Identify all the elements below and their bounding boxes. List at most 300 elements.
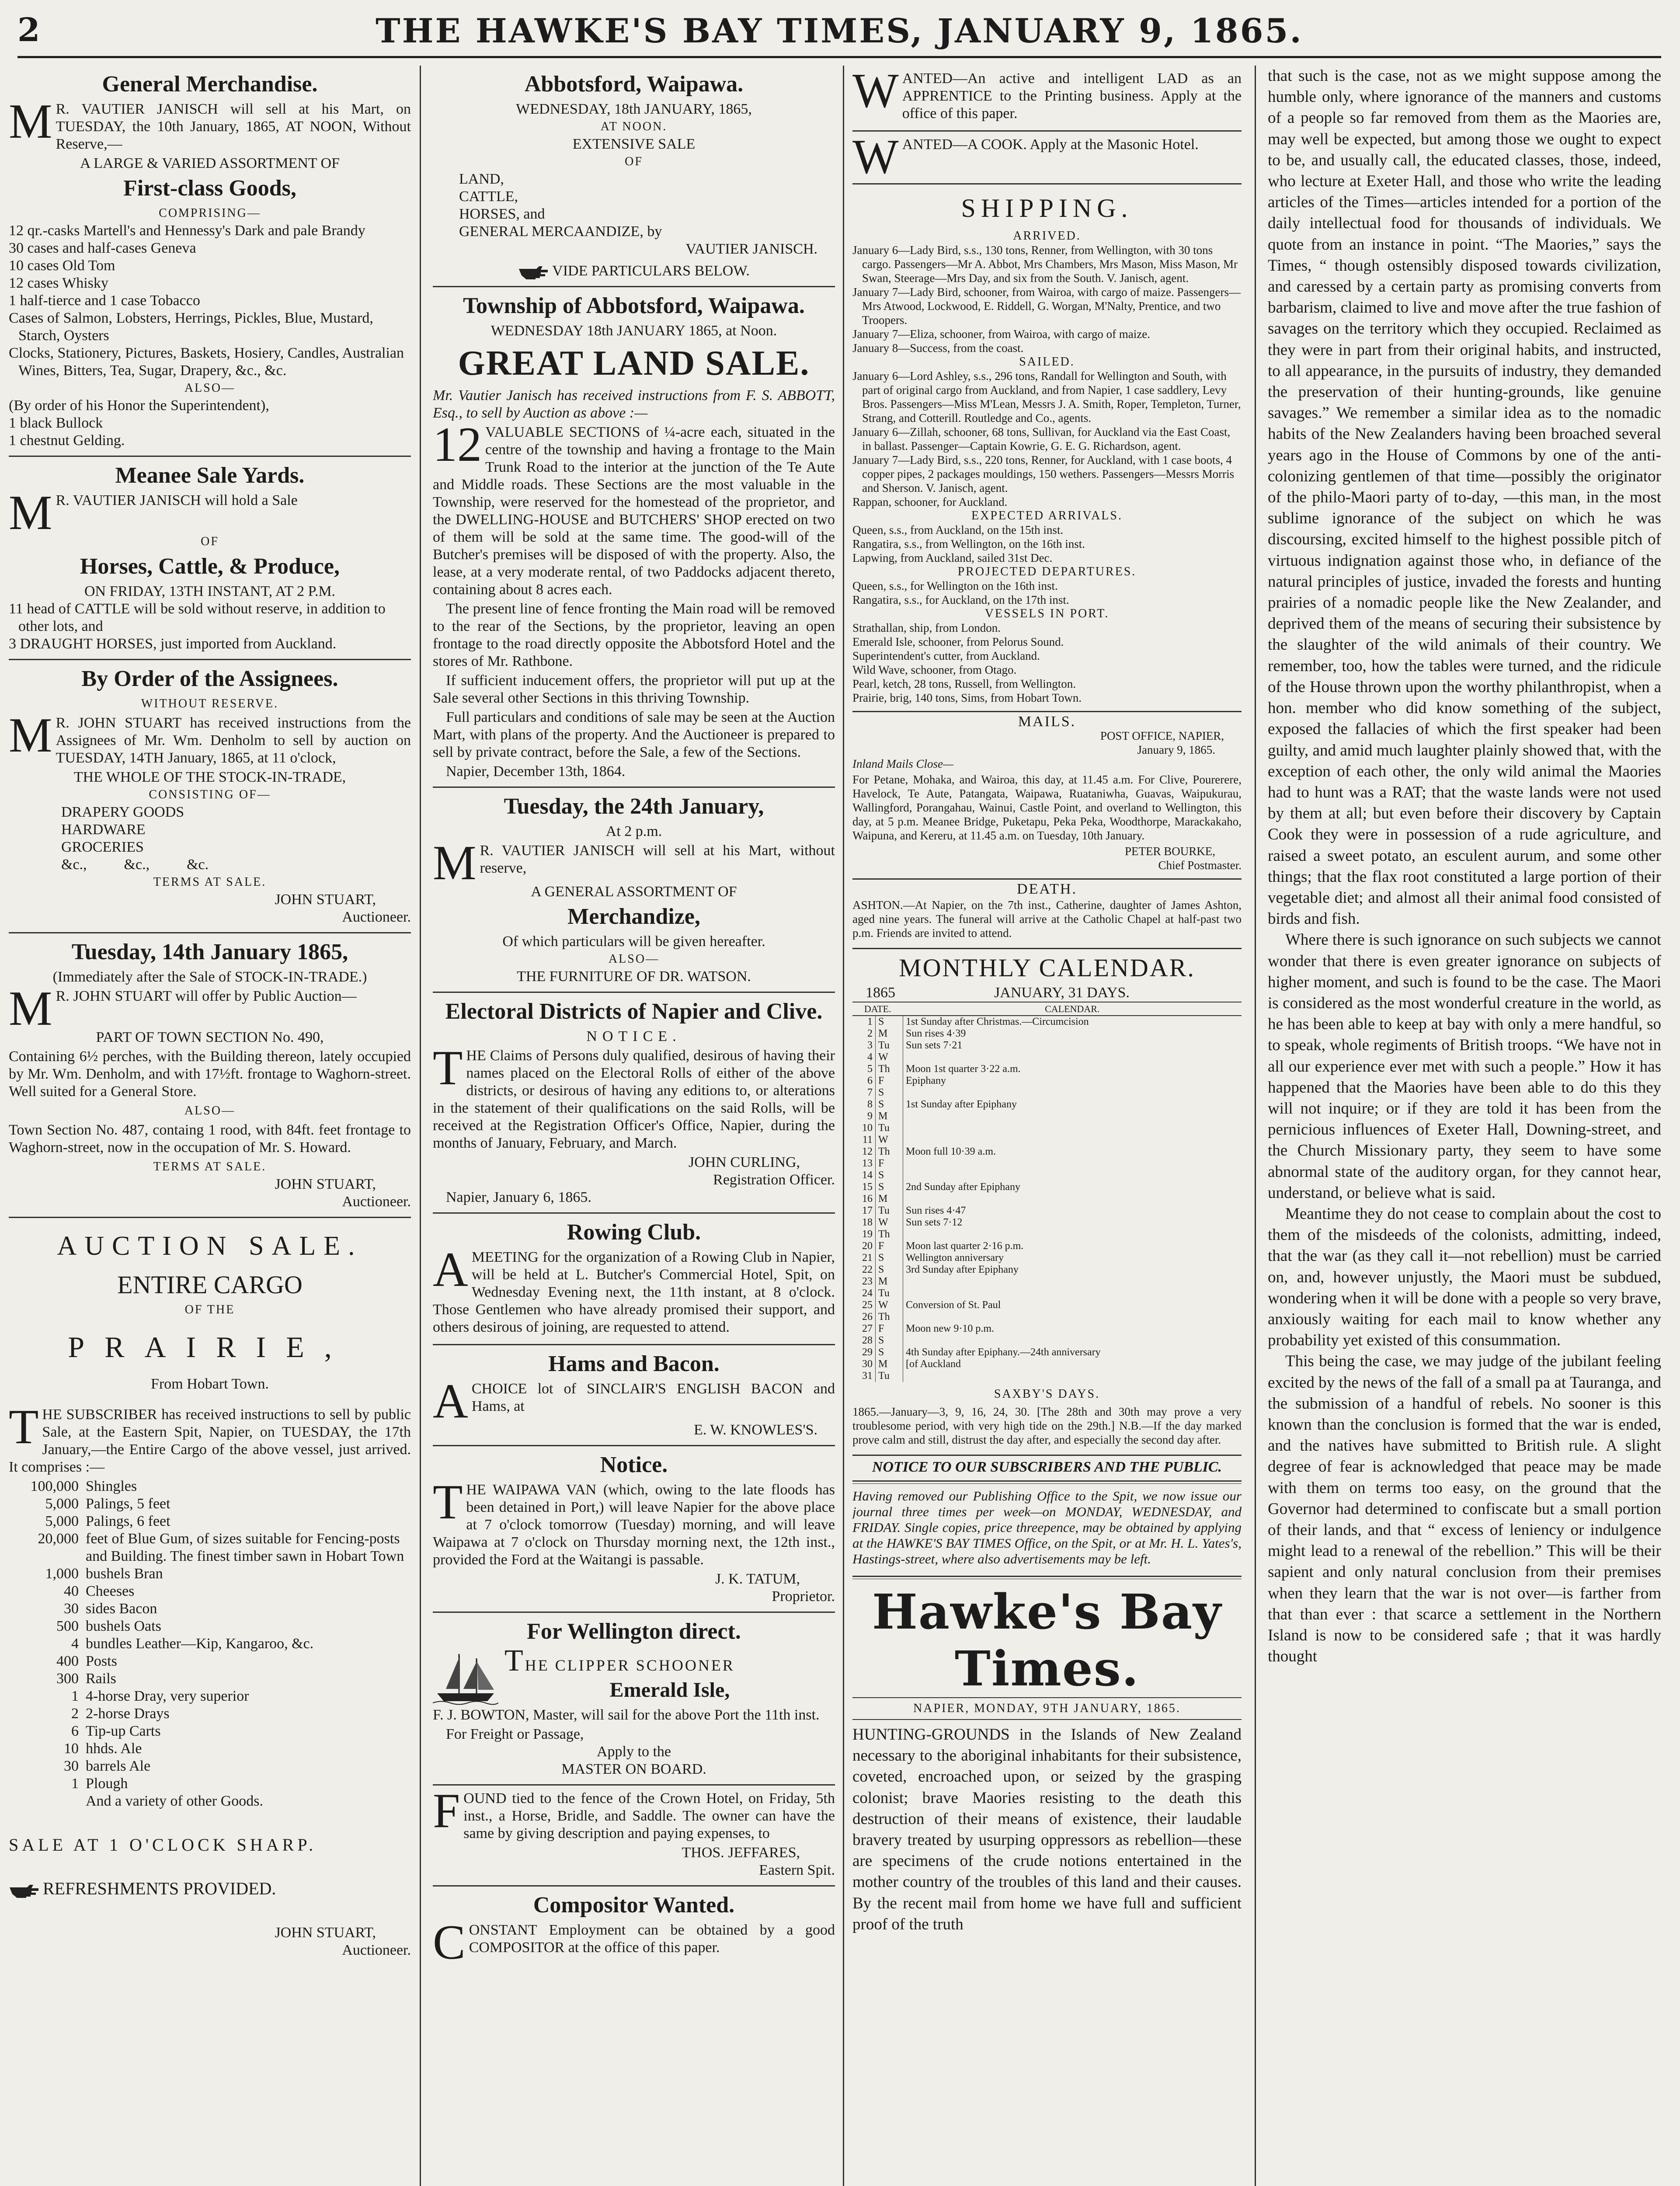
calendar-row: [852, 1217, 1242, 1229]
column-3: [852, 66, 1242, 2186]
calendar-event: Moon 1st quarter 3·22 a.m.: [906, 1063, 1021, 1075]
ad-text: ONSTANT Employment can be obtained by a good COMPOSITOR at the office of this paper.: [469, 1922, 835, 1956]
list-item: 10 cases Old Tom: [9, 258, 115, 274]
page-number: 2: [17, 11, 40, 49]
list-item: January 7—Lady Bird, schooner, from Wairoa, with cargo of maize. Passengers—Mrs Atwood, Lockwood, E. Riddell, G. Worgan, M'Nalty, Prentice, and two Troopers.: [852, 285, 1241, 327]
calendar-row: [852, 1063, 1242, 1075]
ad-line: POST OFFICE, NAPIER,: [1100, 729, 1224, 742]
calendar-day-number: 20: [852, 1240, 876, 1252]
ad-text: ANTED—An active and intelligent LAD as an APPRENTICE to the Printing business. Apply at the office of this paper.: [902, 70, 1242, 122]
list-item: January 7—Eliza, schooner, from Wairoa, with cargo of maize.: [852, 327, 1151, 341]
signer-role: Auctioneer.: [342, 909, 411, 925]
calendar-weekday: S: [876, 1087, 903, 1099]
calendar-day-number: 2: [852, 1028, 876, 1040]
ad-label: OF: [625, 155, 643, 168]
signer-role: Chief Postmaster.: [1158, 859, 1242, 872]
calendar-event: Sun sets 7·12: [906, 1217, 963, 1228]
calendar-event: 3rd Sunday after Epiphany: [906, 1264, 1019, 1275]
calendar-weekday: S: [876, 1170, 903, 1181]
calendar-event: [903, 1288, 1242, 1299]
signer-name: JOHN STUART,: [275, 1924, 376, 1941]
vide-line: [433, 262, 835, 280]
ad-text: Containing 6½ perches, with the Building thereon, lately occupied by Mr. Wm. Denholm, and with 17½ft. frontage to Waghorn-street. Well suited for a General Store.: [9, 1048, 411, 1100]
calendar-row: [852, 1240, 1242, 1252]
calendar-subheader: [852, 984, 1242, 1002]
ad-label: ALSO—: [184, 1104, 236, 1117]
calendar-row: [852, 1181, 1242, 1193]
editorial-paragraph: This being the case, we may judge of the jubilant feeling excited by the news of the fall of a small pa at Tauranga, and the submission of a handful of rebels. No sooner is this known than the conclusion is formed that the war is ended, and the natives have submitted to British rule. A slight degree of fear is acknowledged that peace may be made with them on terms too easy, on the ground that the Governor had determined to confiscate but a small portion of their lands, and that “ excess of leniency or indulgence might lead to a renewal of the rebellion.” This will be their sapient and only natural conclusion from their premises when they learn that the war is not over—is farther from that than ever : that scarce a settlement in the Northern Island is now to be considered safe ; that it was hardly thought: [1268, 1352, 1661, 1666]
quantity: 100,000: [30, 1478, 79, 1494]
signer-role: Registration Officer.: [713, 1172, 835, 1188]
calendar-row: [852, 1087, 1242, 1099]
item-text: 2-horse Drays: [86, 1706, 170, 1722]
signer-role: Auctioneer.: [342, 1942, 411, 1958]
ad-wanted-lad: [852, 66, 1242, 132]
editorial-paragraph: Meantime they do not cease to complain about the cost to them of the misdeeds of the colonists, admitting, indeed, that the war (as they call it—not rebellion) must be carried on, and, however unjustly, the Maori must be subdued, wondering when it will be done with a people so very brave, anxiously waiting for each mail to know whether any probability yet existed of this consummation.: [1268, 1204, 1661, 1350]
ad-heading: Notice.: [600, 1452, 668, 1477]
list-item: 3 DRAUGHT HORSES, just imported from Auckland.: [9, 636, 337, 652]
divider: [852, 1480, 1242, 1484]
drop-cap: M: [9, 94, 52, 149]
ad-heading: AUCTION SALE.: [57, 1231, 363, 1261]
ad-heading: Township of Abbotsford, Waipawa.: [463, 293, 805, 318]
calendar-day-number: 4: [852, 1051, 876, 1063]
section-heading: SHIPPING.: [961, 194, 1133, 223]
list-item: &c., &c., &c.: [61, 856, 209, 873]
ad-line: From Hobart Town.: [151, 1376, 269, 1392]
ad-line: Of which particulars will be given hereafter.: [502, 933, 765, 950]
list-item: January 6—Zillah, schooner, 68 tons, Sullivan, for Auckland via the East Coast, in ballast. Passenger—Captain Kowrie, G. E. G. Richardson, agent.: [852, 425, 1231, 453]
subsection-heading: ARRIVED.: [1013, 229, 1081, 243]
ad-text: The present line of fence fronting the Main road will be removed to the rear of the Sections, by the proprietor, leaving an open frontage to the road directly opposite the Abbotsford Hotel and the stores of Mr. Rathbone.: [433, 601, 835, 669]
signer-name: JOHN STUART,: [275, 891, 376, 908]
calendar-day-number: 27: [852, 1323, 876, 1335]
calendar-event: [903, 1193, 1242, 1205]
quantity: 1,000: [45, 1566, 79, 1582]
list-item: CATTLE,: [459, 188, 518, 205]
column-2: [433, 66, 835, 2186]
ad-electoral-districts: [433, 993, 835, 1214]
list-item: [9, 1670, 411, 1688]
calendar-row: [852, 1323, 1242, 1335]
calendar-row: [852, 1110, 1242, 1122]
ad-rowing-club: [433, 1214, 835, 1345]
editorial-text: HUNTING-GROUNDS in the Islands of New Zealand necessary to the aboriginal inhabitants for their subsistence, coveted, encroached upon, or seized by the grasping colonist; brave Maories resisting to the death this destruction of their means of existence, their laudable bravery treated by usurping oppressors as rebellion—these are specimens of the crude notions entertained in the mother country of the troubles of this land and their causes. By the recent mail from home we have full and sufficient proof of the truth: [852, 1726, 1242, 1933]
list-item: Rangatira, s.s., from Wellington, on the 16th inst.: [852, 537, 1085, 550]
calendar-row: [852, 1299, 1242, 1311]
calendar-day-number: 19: [852, 1229, 876, 1240]
calendar-weekday: S: [876, 1252, 903, 1264]
quantity: 1: [71, 1775, 79, 1792]
calendar-day-number: 29: [852, 1347, 876, 1358]
calendar-weekday: S: [876, 1016, 903, 1028]
signer-role: Proprietor.: [772, 1588, 835, 1605]
subsection-heading: SAILED.: [1019, 355, 1075, 369]
drop-cap: T: [9, 1400, 39, 1454]
calendar-weekday: Tu: [876, 1122, 903, 1134]
calendar-day-number: 24: [852, 1288, 876, 1299]
calendar-year: 1865: [866, 985, 895, 1001]
list-item: 1 half-tierce and 1 case Tobacco: [9, 292, 200, 309]
calendar-day-number: 23: [852, 1276, 876, 1288]
shipping-list: [852, 579, 1242, 607]
ad-text: HE WAIPAWA VAN (which, owing to the late floods has been detained in Port,) will leave Napier for the above place at 7 o'clock tomorrow (Tuesday) morning, and will leave Waipawa at 7 o'clock on Thursday morning next, the 12th inst., provided the Ford at the Waitangi is passable.: [433, 1482, 835, 1568]
ad-intro: HE SUBSCRIBER has received instructions to sell by public Sale, at the Eastern Spit, Napier, on TUESDAY, the 17th January,—the Entire Cargo of the above vessel, just arrived. It comprises :—: [9, 1406, 411, 1475]
refreshments-text: REFRESHMENTS PROVIDED.: [43, 1879, 276, 1898]
ad-text: ANTED—A COOK. Apply at the Masonic Hotel.: [902, 136, 1199, 153]
calendar-weekday: W: [876, 1299, 903, 1311]
list-item: [9, 1478, 411, 1495]
ad-text: 1865.—January—3, 9, 16, 24, 30. [The 28th and 30th may prove a very troublesome period, with very high tide on the 29th.] N.B.—If the day marked prove calm and still, distrust the day after, and especially the second day after.: [852, 1405, 1242, 1446]
item-text: hhds. Ale: [86, 1740, 142, 1757]
calendar-weekday: F: [876, 1158, 903, 1170]
calendar-event: 4th Sunday after Epiphany.—24th anniversary: [906, 1347, 1101, 1358]
list-item: HORSES, and: [459, 206, 545, 222]
calendar-day-number: 8: [852, 1099, 876, 1110]
quantity: 10: [64, 1740, 79, 1757]
ad-abbotsford: [433, 66, 835, 287]
list-item: Queen, s.s., for Wellington on the 16th inst.: [852, 579, 1058, 592]
list-item: 1 black Bullock: [9, 415, 103, 431]
quantity: 40: [64, 1583, 79, 1599]
ad-line: EXTENSIVE SALE: [572, 136, 696, 152]
calendar-event: 1st Sunday after Epiphany: [906, 1099, 1017, 1110]
list-item: [9, 1653, 411, 1670]
calendar-row: [852, 1040, 1242, 1051]
subsection-heading: VESSELS IN PORT.: [984, 607, 1110, 620]
item-text: Rails: [86, 1671, 116, 1687]
ad-label: NOTICE.: [586, 1028, 682, 1044]
calendar-day-number: 13: [852, 1158, 876, 1170]
calendar-day-number: 31: [852, 1370, 876, 1382]
calendar-event: [903, 1335, 1242, 1347]
editorial-paragraph: that such is the case, not as we might suppose among the humble only, where ignorance of the manners and customs of a people so far removed from them as the Maories are, may well be expected, but among those we ought to expect to be, and usually call, the educated classes, those, indeed, who lecture at Exeter Hall, and those who write the leading articles of the Times—articles intended for a portion of the daily intellectual food for thousands of individuals. We quote from an instance in point. “The Maories,” says the Times, “ though ostensibly disposed towards civilization, and caressed by a certain party as promising converts from barbarism, claimed to live and move after the true fashion of savages on the territory which they occupied. Reclaimed as they were in part from their original habits, and instructed, to all appearance, in the pursuits of industry, they demanded the preservation of their hunting-grounds, like genuine savages.” We remember a similar idea as to the nomadic habits of the New Zealanders having been broached several years ago in the House of Commons by one of the anti-colonizing gentlemen of that time—possibly the originator of the philo-Maori party of to-day, —this man, in the most sublime ignorance of the subject on which he was discoursing, excited himself to the highest possible pitch of virtuous indignation against those who, in defiance of the natural principles of justice, invaded the forests and hunting prairies of a nomadic people like the New Zealander, and deprived them of the means of securing their subsistence by the slaughter of the wild animals of their country. We remember, too, how the tables were turned, and the ridicule of the House thrown upon the worthy philanthropist, when a hon. member who did know something of the subject, exposed the fallacies of which the first speaker had been guilty, and amid much laughter plainly showed that, with the exception of each other, the only wild animal the Maories had to hunt was a RAT; that the waste lands were not used by them at all; but even before their discovery by Captain Cook they were in possession of a rude agriculture, and raised a sweet potato, an esculent aurum, and some other things; that the flax root constituted a large portion of their vegetable diet; and almost all their animal food consisted of birds and fish.: [1268, 67, 1661, 928]
drop-cap: T: [433, 1041, 463, 1095]
ad-label: Inland Mails Close—: [852, 757, 954, 770]
quantity: 500: [56, 1618, 79, 1634]
calendar-weekday: Th: [876, 1229, 903, 1240]
list-item: [9, 1775, 411, 1793]
ad-line: THE FURNITURE OF DR. WATSON.: [517, 968, 751, 985]
calendar-day-number: 7: [852, 1087, 876, 1099]
item-text: bushels Oats: [86, 1618, 161, 1634]
ad-text: For Petane, Mohaka, and Wairoa, this day, at 11.45 a.m. For Clive, Pourerere, Havelock, Te Aute, Patangata, Waipawa, Ruataniwha, Guavas, Waipukurau, Wallingford, Porangahau, Wainui, Castle Point, and overland to Wellington, this day, at 5 p.m. Meanee Bridge, Puketapu, Peka Peka, Woodthorpe, Marackakaho, Waipuna, and Kereru, at 11.45 a.m. on Tuesday, 10th January.: [852, 773, 1242, 842]
ad-subheading: Merchandize,: [567, 904, 700, 929]
calendar-event: Moon full 10·39 a.m.: [906, 1146, 996, 1157]
calendar-row: [852, 1311, 1242, 1323]
calendar-day-number: 5: [852, 1063, 876, 1075]
list-item: [9, 1618, 411, 1635]
calendar-event: 2nd Sunday after Epiphany: [906, 1181, 1020, 1193]
item-text: Shingles: [86, 1478, 137, 1494]
calendar-day-number: 12: [852, 1146, 876, 1158]
ad-intro: R. VAUTIER JANISCH will sell at his Mart, on TUESDAY, the 10th January, 1865, AT NOON, Without Reserve,—: [56, 101, 411, 152]
ad-line: (Immediately after the Sale of STOCK-IN-TRADE.): [52, 969, 367, 985]
list-item: GENERAL MERCAANDIZE, by: [459, 223, 662, 240]
ad-label: TERMS AT SALE.: [153, 1160, 267, 1173]
shipping-list: [852, 523, 1242, 565]
ad-line: A GENERAL ASSORTMENT OF: [531, 884, 737, 900]
section-heading: MAILS.: [1018, 714, 1076, 730]
ad-text: ASHTON.—At Napier, on the 7th inst., Catherine, daughter of James Ashton, aged nine years. The funeral will arrive at the Catholic Chapel at half-past two p.m. Friends are invited to attend.: [852, 898, 1242, 940]
list-item: Rangatira, s.s., for Auckland, on the 17th inst.: [852, 593, 1069, 606]
calendar-event: [903, 1134, 1242, 1146]
calendar-weekday: Tu: [876, 1288, 903, 1299]
drop-cap: A: [433, 1374, 468, 1428]
subsection-heading: EXPECTED ARRIVALS.: [971, 509, 1123, 522]
drop-cap: M: [433, 836, 477, 890]
calendar-day-number: 26: [852, 1311, 876, 1323]
calendar-event: [903, 1051, 1242, 1063]
ad-subheading: ENTIRE CARGO: [117, 1271, 303, 1299]
calendar-event: Sun rises 4·39: [906, 1028, 966, 1039]
calendar-event: [903, 1087, 1242, 1099]
mails-section: [852, 712, 1242, 880]
ad-compositor-wanted: [433, 1887, 835, 1970]
calendar-row: [852, 1288, 1242, 1299]
ad-line: MASTER ON BOARD.: [561, 1761, 706, 1777]
calendar-weekday: Th: [876, 1063, 903, 1075]
list-item: January 7—Lady Bird, s.s., 220 tons, Renner, for Auckland, with 1 case boots, 4 copper pipes, 2 packages mouldings, 150 wethers. Passengers—Messrs Morris and Sherson. V. Janisch, agent.: [852, 453, 1235, 494]
ad-heading: Electoral Districts of Napier and Clive.: [445, 999, 823, 1024]
ad-heading: Compositor Wanted.: [533, 1893, 735, 1918]
calendar-day-number: 14: [852, 1170, 876, 1181]
calendar-row: [852, 1370, 1242, 1382]
list-item: Clocks, Stationery, Pictures, Baskets, Hosiery, Candles, Australian Wines, Bitters, Tea, Sugar, Drapery, &c., &c.: [9, 345, 404, 379]
list-item: [9, 1495, 411, 1513]
shipping-list: [852, 369, 1242, 509]
ad-text: OUND tied to the fence of the Crown Hotel, on Friday, 5th inst., a Horse, Bridle, and Saddle. The owner can have the same by giving description and paying expenses, to: [463, 1790, 835, 1841]
list-item: Rappan, schooner, for Auckland.: [852, 495, 1008, 508]
column-header: CALENDAR.: [903, 1002, 1242, 1016]
ad-line: WEDNESDAY 18th JANUARY 1865, at Noon.: [490, 323, 777, 339]
drop-cap: W: [852, 130, 899, 184]
item-text: Palings, 5 feet: [86, 1496, 170, 1512]
ad-text: F. J. BOWTON, Master, will sail for the above Port the 11th inst.: [433, 1707, 820, 1723]
ad-label: AT NOON.: [600, 120, 668, 133]
list-item: January 6—Lord Ashley, s.s., 296 tons, Randall for Wellington and South, with part of original cargo from Auckland, and from Napier, 1 case saddlery, Levy Bros. Passengers—Miss M'Lean, Messrs J. A. Smith, Roper, Templeton, Turner, Strang, and Cotterill. Routledge and Co., agents.: [852, 369, 1241, 425]
ad-heading: For Wellington direct.: [527, 1619, 741, 1644]
ad-line: (By order of his Honor the Superintendent),: [9, 397, 269, 414]
calendar-day-number: 25: [852, 1299, 876, 1311]
list-item: [9, 1740, 411, 1758]
calendar-day-number: 1: [852, 1016, 876, 1028]
column-rule: [843, 66, 844, 2186]
calendar-weekday: W: [876, 1134, 903, 1146]
calendar-row: [852, 1134, 1242, 1146]
ad-town-section: [9, 933, 411, 1218]
list-item: Lapwing, from Auckland, sailed 31st Dec.: [852, 551, 1053, 564]
calendar-weekday: M: [876, 1276, 903, 1288]
ad-label: ALSO—: [608, 952, 660, 966]
calendar-row: [852, 1099, 1242, 1110]
refreshments-line: [9, 1880, 411, 1898]
calendar-day-number: 15: [852, 1181, 876, 1193]
signer-name: J. K. TATUM,: [715, 1571, 800, 1587]
calendar-weekday: W: [876, 1051, 903, 1063]
calendar-day-number: 16: [852, 1193, 876, 1205]
ad-heading: General Merchandise.: [102, 72, 318, 97]
sale-time: SALE AT 1 O'CLOCK SHARP.: [9, 1835, 317, 1855]
calendar-row: [852, 1075, 1242, 1087]
list-item: GROCERIES: [61, 839, 144, 855]
calendar-weekday: M: [876, 1193, 903, 1205]
pointing-hand-icon: [518, 265, 549, 279]
calendar-weekday: S: [876, 1335, 903, 1347]
list-item: [9, 1723, 411, 1740]
calendar-event: [903, 1276, 1242, 1288]
drop-cap: 12: [433, 418, 482, 472]
calendar-event: Sun rises 4·47: [906, 1205, 966, 1216]
quantity: 6: [71, 1723, 79, 1739]
drop-cap: A: [433, 1243, 468, 1297]
shipping-list: [852, 621, 1242, 705]
section-heading: MONTHLY CALENDAR.: [899, 954, 1195, 982]
ship-name: PRAIRIE,: [68, 1330, 352, 1364]
ad-intro: Mr. Vautier Janisch has received instructions from F. S. ABBOTT, Esq., to sell by Auction as above :—: [433, 387, 835, 421]
ad-heading: Hams and Bacon.: [548, 1351, 720, 1376]
signer-name: JOHN STUART,: [275, 1176, 376, 1192]
quantity: 20,000: [38, 1531, 79, 1547]
nameplate: Hawke's Bay Times.: [872, 1584, 1222, 1697]
goods-list: [9, 804, 411, 874]
great-land-sale-heading: GREAT LAND SALE.: [458, 344, 810, 383]
ad-general-merchandise: [9, 66, 411, 457]
cargo-list: [9, 1478, 411, 1793]
calendar-day-number: 30: [852, 1358, 876, 1370]
ad-text: If sufficient inducement offers, the proprietor will put up at the Sale several other Sections in this thriving Township.: [433, 672, 835, 706]
ad-heading: Meanee Sale Yards.: [115, 463, 305, 488]
calendar-event: [903, 1110, 1242, 1122]
calendar-event: 1st Sunday after Christmas.—Circumcision: [906, 1016, 1089, 1027]
ad-text: CHOICE lot of SINCLAIR'S ENGLISH BACON and Hams, at: [471, 1381, 835, 1414]
ad-label: WITHOUT RESERVE.: [141, 697, 279, 710]
dateline: Napier, January 6, 1865.: [446, 1189, 591, 1205]
list-item: Superintendent's cutter, from Auckland.: [852, 649, 1040, 662]
ad-line: Apply to the: [597, 1744, 671, 1760]
shipping-section: [852, 184, 1242, 712]
list-item: [9, 1688, 411, 1705]
calendar-weekday: S: [876, 1181, 903, 1193]
calendar-row: [852, 1276, 1242, 1288]
ad-text: HE Claims of Persons duly qualified, desirous of having their names placed on the Electoral Rolls of either of the above districts, or desirous of having any editions to, or alterations in the statement of their qualifications on the said Rolls, will be received at the Registration Officer's Office, Napier, during the months of January, February, and March.: [433, 1048, 835, 1151]
ad-text: MEETING for the organization of a Rowing Club in Napier, will be held at L. Butcher's Commercial Hotel, Spit, on Wednesday Evening next, the 11th instant, at 8 o'clock. Those Gentlemen who have already promised their support, and others desirous of joining, are requested to attend.: [433, 1249, 835, 1335]
calendar-weekday: Tu: [876, 1370, 903, 1382]
calendar-weekday: F: [876, 1323, 903, 1335]
item-text: bundles Leather—Kip, Kangaroo, &c.: [86, 1636, 314, 1652]
item-text: Tip-up Carts: [86, 1723, 161, 1739]
quantity: 400: [56, 1653, 79, 1669]
calendar-weekday: M: [876, 1358, 903, 1370]
quantity: 4: [71, 1636, 79, 1652]
calendar-weekday: M: [876, 1110, 903, 1122]
goods-list: [9, 414, 411, 449]
calendar-weekday: Th: [876, 1311, 903, 1323]
calendar-day-number: 22: [852, 1264, 876, 1276]
list-item: HARDWARE: [61, 821, 146, 838]
list-item: Wild Wave, schooner, from Otago.: [852, 663, 1017, 676]
editorial-dateline: NAPIER, MONDAY, 9TH JANUARY, 1865.: [852, 1697, 1242, 1720]
ad-subheading: Horses, Cattle, & Produce,: [80, 554, 340, 579]
calendar-event: Sun sets 7·21: [906, 1040, 963, 1051]
drop-cap: M: [9, 486, 52, 540]
calendar-event: Moon new 9·10 p.m.: [906, 1323, 994, 1334]
calendar-weekday: F: [876, 1240, 903, 1252]
calendar-event: Epiphany: [906, 1075, 946, 1086]
section-heading: DEATH.: [1017, 881, 1077, 897]
ad-tuesday-24th: [433, 788, 835, 993]
calendar-row: [852, 1358, 1242, 1370]
quantity: 30: [64, 1601, 79, 1617]
notice-heading: NOTICE TO OUR SUBSCRIBERS AND THE PUBLIC.: [872, 1459, 1222, 1475]
ad-line: WEDNESDAY, 18th JANUARY, 1865,: [516, 101, 752, 117]
calendar-day-number: 21: [852, 1252, 876, 1264]
ad-label: COMPRISING—: [159, 206, 261, 220]
list-item: 11 head of CATTLE will be sold without reserve, in addition to other lots, and: [9, 601, 386, 634]
ad-heading: Rowing Club.: [567, 1220, 701, 1245]
shipping-list: [852, 243, 1242, 355]
ad-found-horse: [433, 1786, 835, 1887]
calendar-day-number: 11: [852, 1134, 876, 1146]
calendar-event: [903, 1158, 1242, 1170]
calendar-event: [of Auckland: [906, 1358, 961, 1370]
ad-line: THE WHOLE OF THE STOCK-IN-TRADE,: [73, 769, 346, 785]
ad-hams-bacon: [433, 1345, 835, 1446]
list-item: Queen, s.s., from Auckland, on the 15th inst.: [852, 523, 1064, 536]
calendar-day-number: 10: [852, 1122, 876, 1134]
list-item: [9, 1758, 411, 1775]
drop-cap: F: [433, 1784, 460, 1838]
ad-heading: Tuesday, 14th January 1865,: [71, 940, 348, 964]
ad-line: ON FRIDAY, 13TH INSTANT, AT 2 P.M.: [84, 583, 336, 599]
list-item: [9, 1565, 411, 1583]
signer-name: PETER BOURKE,: [1124, 845, 1215, 858]
ad-label: CONSISTING OF—: [149, 788, 271, 801]
item-text: Cheeses: [86, 1583, 135, 1599]
signer-role: Eastern Spit.: [759, 1862, 835, 1878]
column-rule: [420, 66, 421, 2186]
list-item: Strathallan, ship, from London.: [852, 621, 1001, 634]
quantity: 5,000: [45, 1496, 79, 1512]
subsection-heading: PROJECTED DEPARTURES.: [957, 565, 1137, 578]
ad-text: VALUABLE SECTIONS of ¼-acre each, situated in the centre of the township and having a frontage to the Main Trunk Road to the interior at the junction of the Te Aute and Middle roads. These Sections are the most valuable in the Township, were reserved for the homestead of the proprietor, and the DWELLING-HOUSE and BUTCHERS' SHOP erected on two of them will be sold at the same time. The good-will of the Butcher's premises will be disposed of with the property. Also, the lease, at a very moderate rental, of two Paddocks adjacent thereto, containing about 8 acres each.: [433, 424, 835, 598]
list-item: Prairie, brig, 140 tons, Sims, from Hobart Town.: [852, 691, 1082, 704]
column-rule: [1255, 66, 1256, 2186]
quantity: 1: [71, 1688, 79, 1704]
calendar-row: [852, 1252, 1242, 1264]
quantity: 300: [56, 1671, 79, 1687]
ad-notice-waipawa-van: [433, 1446, 835, 1613]
list-item: Pearl, ketch, 28 tons, Russell, from Wellington.: [852, 677, 1076, 690]
ad-line: For Freight or Passage,: [446, 1726, 584, 1742]
ad-label: OF: [201, 535, 219, 548]
calendar-day-number: 18: [852, 1217, 876, 1229]
ad-intro: R. JOHN STUART will offer by Public Auction—: [56, 988, 357, 1004]
item-text: Plough: [86, 1775, 128, 1792]
list-item: 1 chestnut Gelding.: [9, 432, 125, 449]
quantity: 2: [71, 1706, 79, 1722]
ad-line: PART OF TOWN SECTION No. 490,: [96, 1029, 324, 1045]
list-item: Emerald Isle, schooner, from Pelorus Sound.: [852, 635, 1064, 648]
drop-cap: W: [852, 66, 899, 118]
ad-line: At 2 p.m.: [605, 823, 662, 839]
column-4-editorial: [1268, 66, 1661, 2186]
list-item: January 8—Success, from the coast.: [852, 341, 1024, 355]
ad-wellington-direct: For Wellington direct. THE CLIPPER SCHOONER Emerald Isle, F. J. BOWTON, Master, will sail for the above Port the 11th inst. For Freight or Passage, Apply to the MASTER ON BOARD.: [433, 1613, 835, 1786]
calendar-row: [852, 1016, 1242, 1028]
list-item: [9, 1513, 411, 1530]
list-item: [9, 1600, 411, 1618]
